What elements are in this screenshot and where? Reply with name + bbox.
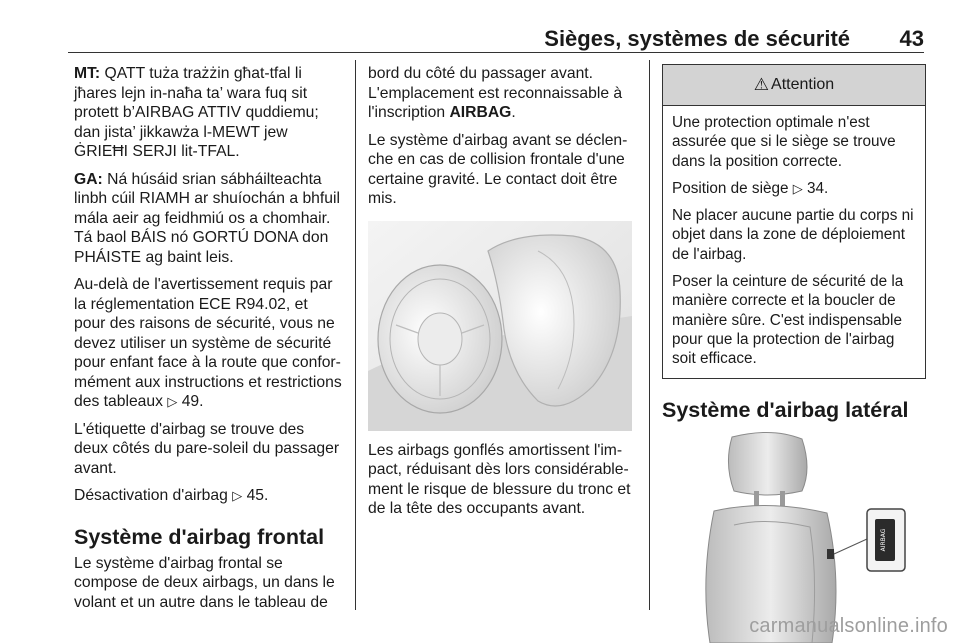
attention-paragraph: Ne placer aucune partie du corps ni objet dans la zone de déploiement de l'airbag.	[672, 207, 914, 263]
column-divider-left	[355, 60, 356, 610]
attention-paragraph: Poser la ceinture de sécurité de la manière correcte et la boucler de manière sûre. C'est indispensable pour que la protection de l'airbag soit efficace.	[672, 273, 904, 368]
page-ref-icon: ▷	[167, 394, 178, 409]
mt-label: MT:	[74, 65, 101, 82]
deactivation-paragraph: Désactivation d'airbag ▷ 45.	[74, 487, 269, 504]
ga-warning	[74, 170, 342, 268]
header-rule	[68, 52, 924, 53]
inflated-paragraph: Les airbags gonflés amortissent l'impact, réduisant dès lors considérablement le risque de blessure du tronc et de la tête des occupants avant.	[368, 441, 631, 517]
page-number: 43	[899, 26, 924, 51]
page-ref-icon: ▷	[232, 488, 243, 503]
ga-text: Ná húsáid srian sábháilteachta linbh cúil RIAMH ar shuíochán a bhfuil mála aeir ag feidhmiú os a chomhair. Tá baol BÁIS nó GORTÚ DONA don PHÁISTE ag baint leis.	[74, 170, 340, 266]
frontal-airbag-illustration	[368, 221, 632, 431]
column-middle	[368, 64, 634, 527]
warning-icon: ⚠	[753, 75, 770, 95]
attention-paragraph: Une protection optimale n'est assurée que si le siège se trouve dans la position correcte.	[672, 114, 896, 170]
label-location-paragraph: L'étiquette d'airbag se trouve des deux côtés du pare-soleil du passager avant.	[74, 420, 340, 477]
attention-box	[662, 64, 926, 379]
page-ref-link[interactable]: 49.	[181, 393, 204, 410]
seat-headrest	[728, 432, 807, 495]
page-ref-link[interactable]: 34.	[807, 179, 829, 197]
steering-wheel-hub	[418, 313, 462, 365]
mt-text: QATT tuża trażżin għat-tfal li jħares lejn in-naħa ta’ wara fuq sit protett b’AIRBAG ATTIV quddiemu; dan jista’ jikkawża l-MEWT jew ĠRIEĦI SERJI lit-TFAL.	[74, 65, 319, 160]
airbag-inscription: AIRBAG	[449, 104, 512, 121]
section-heading-frontal: Système d'airbag frontal	[74, 524, 325, 549]
headrest-post	[754, 491, 759, 507]
attention-title: Attention	[771, 76, 835, 94]
airbag-tag-text: AIRBAG	[880, 528, 887, 551]
attention-paragraph: Position de siège ▷ 34.	[672, 179, 829, 197]
column-divider-right	[649, 60, 650, 610]
page-ref-icon: ▷	[792, 180, 803, 196]
watermark: carmanualsonline.info	[749, 615, 948, 637]
deployment-paragraph: Le système d'airbag avant se déclenche en cas de collision frontale d'une certaine gravité. Le contact doit être mis.	[368, 131, 628, 207]
column-left	[74, 64, 342, 620]
attention-header	[663, 65, 925, 106]
location-paragraph: L'emplacement est reconnaissable à l'inscription AIRBAG.	[368, 84, 623, 121]
column-right	[662, 64, 926, 643]
mt-warning	[74, 64, 342, 162]
ga-label: GA:	[74, 170, 103, 188]
side-airbag-seat-illustration	[662, 429, 926, 643]
headrest-post	[780, 491, 785, 507]
header-title: Sièges, systèmes de sécurité	[544, 26, 850, 51]
ece-warning-paragraph: Au-delà de l'avertissement requis par la réglementation ECE R94.02, et pour des raisons de sécurité, vous ne devez utiliser un système de sécurité pour enfant face à la route que conformément aux instructions et restrictions des tableaux ▷ 49.	[74, 276, 342, 410]
frontal-paragraph: Le système d'airbag frontal se compose de deux airbags, un dans le volant et un autre dans le tableau de	[74, 554, 335, 611]
page-header	[68, 0, 924, 52]
section-heading-side: Système d'airbag latéral	[662, 397, 909, 422]
attention-body	[663, 106, 925, 378]
page-ref-link[interactable]: 45.	[246, 487, 269, 504]
side-airbag-tag	[827, 549, 834, 559]
continued-paragraph: bord du côté du passager avant.	[368, 65, 594, 82]
